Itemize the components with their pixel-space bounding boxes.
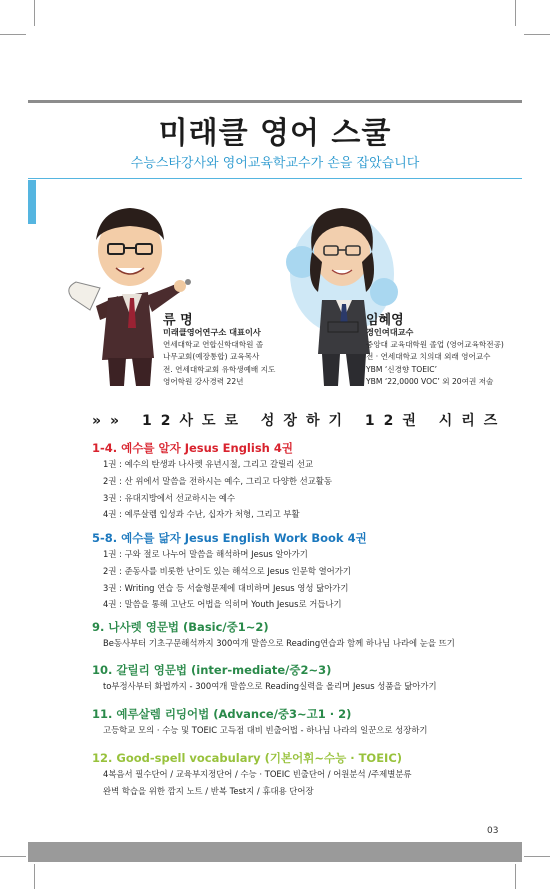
section-line: 2권 : 준동사를 비롯한 난이도 있는 해석으로 Jesus 인문학 열어가기: [103, 565, 351, 576]
series-heading: »» 12사도로 성장하기 12권 시리즈: [92, 413, 507, 429]
crop-mark: [34, 0, 35, 26]
crop-mark: [524, 856, 550, 857]
section-galilee-grammar: [92, 662, 437, 695]
section-jesus-english: [92, 440, 332, 523]
section-line: 4복음서 필수단어 / 교육부지정단어 / 수능 · TOEIC 빈출단어 / 어원분석 /주제별분류: [103, 769, 412, 779]
section-lines: [92, 546, 367, 613]
teacher-bio: [366, 326, 504, 389]
crop-mark: [515, 864, 516, 889]
footer-bar: [28, 842, 522, 862]
section-line: 1권 : 구와 절로 나누어 말씀을 해석하며 Jesus 알아가기: [103, 549, 308, 559]
crop-mark: [515, 0, 516, 26]
section-line: to부정사부터 화법까지 - 300여개 말씀으로 Reading실력을 올리며 Jesus 성품을 닮아가기: [103, 681, 437, 691]
section-title: 1-4. 예수를 알자 Jesus English 4권: [92, 441, 293, 455]
section-line: 고등학교 모의 · 수능 및 TOEIC 고득점 대비 빈출어법 - 하나님 나라의 일꾼으로 성장하기: [103, 725, 428, 735]
section-lines: [92, 722, 428, 739]
top-divider: [28, 100, 522, 103]
section-line: 3권 : 유대지방에서 선교하시는 예수: [103, 492, 236, 503]
teacher-name: 류 명: [163, 313, 193, 328]
teacher-bio: [163, 326, 275, 389]
section-lines: [92, 635, 455, 652]
bio-line: YBM ‘22,0000 VOC’ 외 20여권 저술: [366, 377, 494, 386]
bio-line: 연세대학교 연합신학대학원 졸: [163, 339, 264, 349]
section-jerusalem-reading: [92, 706, 428, 739]
crop-mark: [0, 856, 26, 857]
section-line: 1권 : 예수의 탄생과 나사렛 유년시절, 그리고 갈릴리 선교: [103, 459, 314, 469]
bio-line: 나무교회(예장통합) 교육목사: [163, 352, 260, 361]
page-number: 03: [487, 826, 499, 836]
header-divider: [28, 178, 522, 179]
section-line: 2권 : 산 위에서 말씀을 전하시는 예수, 그리고 다양한 선교활동: [103, 475, 332, 486]
bio-line: 전. 연세대학교회 유학생예배 지도: [163, 364, 276, 374]
section-vocabulary: [92, 750, 412, 800]
accent-bar: [28, 180, 36, 224]
section-work-book: [92, 530, 367, 613]
section-nazareth-grammar: [92, 619, 455, 652]
section-lines: [92, 678, 437, 695]
section-lines: [92, 456, 332, 523]
bio-line: 전 · 연세대학교 치의대 외래 영어교수: [366, 352, 491, 361]
page-title: 미래클 영어 스쿨: [158, 116, 392, 151]
section-line: Be동사부터 기초구문해석까지 300여개 말씀으로 Reading연습과 함께 하나님 나라에 눈을 뜨기: [103, 638, 455, 648]
section-title: 11. 예루살렘 리딩어법 (Advance/중3~고1 · 2): [92, 707, 352, 721]
section-title: 12. Good-spell vocabulary (기본어휘~수능 · TOEIC): [92, 751, 403, 765]
page-subtitle: 수능스타강사와 영어교육학교수가 손을 잡았습니다: [130, 156, 420, 171]
section-line: 4권 : 예루살렘 입성과 수난, 십자가 처형, 그리고 부활: [103, 509, 300, 520]
teacher-role: 미래클영어연구소 대표이사: [163, 327, 261, 337]
section-line: 완벽 학습을 위한 깜지 노트 / 반복 Test지 / 휴대용 단어장: [103, 785, 314, 796]
teacher-name: 임혜영: [366, 313, 404, 328]
crop-mark: [0, 34, 26, 35]
crop-mark: [524, 34, 550, 35]
teacher-role: 경인여대교수: [366, 327, 414, 337]
crop-mark: [34, 864, 35, 889]
bio-line: 중앙대 교육대학원 졸업 (영어교육학전공): [366, 339, 504, 349]
section-title: 10. 갈릴리 영문법 (inter-mediate/중2~3): [92, 663, 332, 677]
section-line: 3권 : Writing 연습 등 서술형문제에 대비하며 Jesus 영성 닮아가기: [103, 582, 349, 593]
bio-line: 영어학원 강사경력 22년: [163, 377, 244, 386]
section-lines: [92, 766, 412, 800]
section-title: 5-8. 예수를 닮자 Jesus English Work Book 4권: [92, 531, 367, 545]
section-title: 9. 나사렛 영문법 (Basic/중1~2): [92, 620, 269, 634]
section-line: 4권 : 말씀을 통해 고난도 어법을 익히며 Youth Jesus로 거듭나기: [103, 599, 342, 610]
bio-line: YBM ‘신경향 TOEIC’: [366, 364, 438, 374]
